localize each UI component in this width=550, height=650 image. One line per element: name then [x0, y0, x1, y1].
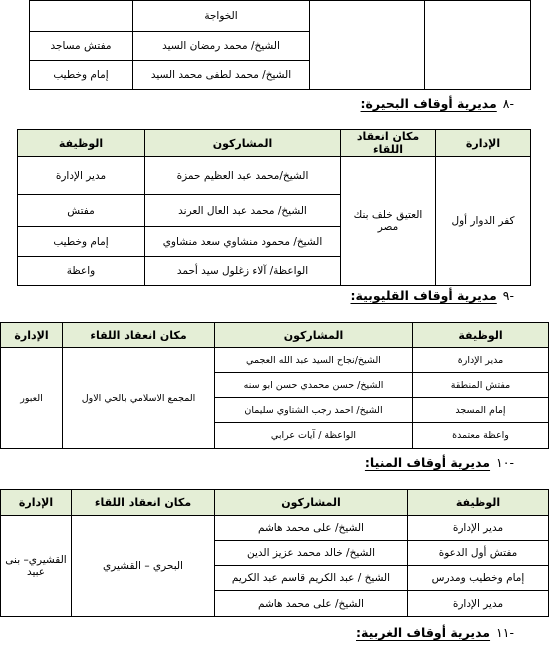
section-9-job-2: مفتش المنطقة — [413, 373, 549, 398]
top-admin-cell — [425, 1, 531, 90]
section-10-title: مديرية أوقاف المنيا: — [364, 455, 491, 470]
top-continuation-table — [30, 0, 531, 90]
section-8-job-3: إمام وخطيب — [18, 227, 145, 257]
section-9-place: المجمع الاسلامي بالحي الاول — [63, 348, 215, 449]
section-10-header-admin: الإدارة — [1, 490, 72, 516]
section-10-header-place: مكان انعقاد اللقاء — [72, 490, 215, 516]
section-10-participant-2: الشيخ/ خالد محمد عزيز الدين — [215, 541, 408, 566]
section-8-job-1: مدير الإدارة — [18, 157, 145, 195]
section-8-number: -٨ — [502, 96, 514, 111]
top-participant-3: الشيخ/ محمد لطفى محمد السيد — [133, 61, 310, 90]
section-10-number: -١٠ — [496, 455, 514, 470]
top-job-2: مفتش مساجد — [30, 32, 133, 61]
section-9-heading — [351, 288, 515, 303]
section-8-participant-2: الشيخ/ محمد عبد العال العرند — [145, 195, 341, 227]
section-8-header-place: مكان انعقاد اللقاء — [341, 130, 436, 157]
section-8-participant-1: الشيخ/محمد عبد العظيم حمزة — [145, 157, 341, 195]
section-9-job-3: إمام المسجد — [413, 398, 549, 423]
section-9-participant-2: الشيخ/ حسن محمدي حسن ابو سنه — [215, 373, 413, 398]
section-10-place: البحري – القشيري — [72, 516, 215, 617]
section-11-number: -١١ — [496, 625, 514, 640]
section-10-participant-1: الشيخ/ على محمد هاشم — [215, 516, 408, 541]
section-8-title: مديرية أوقاف البحيرة: — [360, 96, 497, 111]
section-9-header-place: مكان انعقاد اللقاء — [63, 323, 215, 348]
section-9-job-1: مدير الإدارة — [413, 348, 549, 373]
section-9-header-job: الوظيفة — [413, 323, 549, 348]
top-participant-1: الخواجة — [133, 1, 310, 32]
section-10-job-2: مفتش أول الدعوة — [408, 541, 549, 566]
section-9-number: -٩ — [502, 288, 514, 303]
section-9-header-admin: الإدارة — [1, 323, 63, 348]
section-10-job-4: مدير الإدارة — [408, 591, 549, 617]
section-8-job-2: مفتش — [18, 195, 145, 227]
top-place-cell — [310, 1, 425, 90]
section-10-participant-3: الشيخ / عبد الكريم قاسم عبد الكريم — [215, 566, 408, 591]
section-9-admin: العبور — [1, 348, 63, 449]
section-10-header-participants: المشاركون — [215, 490, 408, 516]
section-8-participant-3: الشيخ/ محمود منشاوي سعد منشاوي — [145, 227, 341, 257]
section-11-heading — [356, 625, 514, 640]
section-8-header-job: الوظيفة — [18, 130, 145, 157]
section-9-header-participants: المشاركون — [215, 323, 413, 348]
section-9-title: مديرية أوقاف القليوبية: — [350, 288, 497, 303]
section-8-participant-4: الواعظة/ آلاء زغلول سيد أحمد — [145, 257, 341, 286]
section-8-job-4: واعظة — [18, 257, 145, 286]
section-10-header-job: الوظيفة — [408, 490, 549, 516]
section-11-title: مديرية أوقاف الغربية: — [356, 625, 491, 640]
section-8-header-participants: المشاركون — [145, 130, 341, 157]
section-8-heading — [361, 96, 514, 111]
section-10-job-3: إمام وخطيب ومدرس — [408, 566, 549, 591]
section-10-heading — [365, 455, 514, 470]
section-8-table — [18, 129, 531, 286]
section-10-job-1: مدير الإدارة — [408, 516, 549, 541]
section-9-participant-3: الشيخ/ احمد رجب الشتاوي سليمان — [215, 398, 413, 423]
section-9-job-4: واعظة معتمدة — [413, 423, 549, 449]
section-8-place: العتيق خلف بنك مصر — [341, 157, 436, 286]
section-9-table — [1, 322, 549, 449]
section-8-header-admin: الإدارة — [436, 130, 531, 157]
section-10-admin: القشيري– بنى عبيد — [1, 516, 72, 617]
section-9-participant-1: الشيخ/نجاح السيد عبد الله العجمي — [215, 348, 413, 373]
section-10-table — [1, 489, 549, 617]
top-participant-2: الشيخ/ محمد رمضان السيد — [133, 32, 310, 61]
top-job-1 — [30, 1, 133, 32]
section-8-admin: كفر الدوار أول — [436, 157, 531, 286]
top-job-3: إمام وخطيب — [30, 61, 133, 90]
section-9-participant-4: الواعظة / آيات عرابي — [215, 423, 413, 449]
section-10-participant-4: الشيخ/ على محمد هاشم — [215, 591, 408, 617]
